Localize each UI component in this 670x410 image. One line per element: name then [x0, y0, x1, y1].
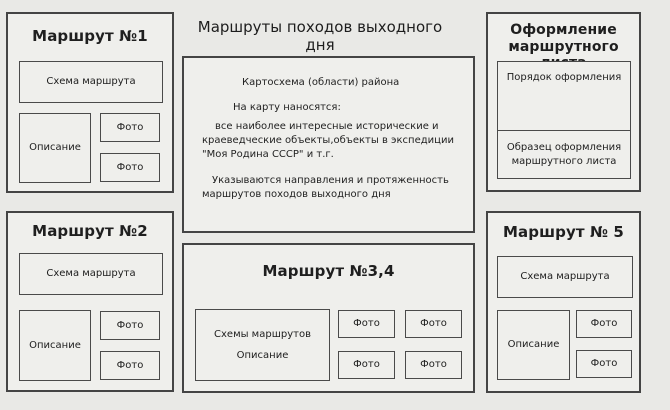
route-5-title: Маршрут № 5: [503, 223, 624, 241]
route-34-photo-label-3: Фото: [353, 359, 380, 370]
map-line-5: "Моя Родина СССР" и т.г.: [202, 149, 334, 160]
route-5-description-box: [497, 310, 570, 380]
route-5-photo-box-2: [576, 350, 632, 378]
route-sheet-sample-box: [497, 130, 631, 179]
route-2-title: Маршрут №2: [32, 222, 148, 240]
route-2-panel: [6, 211, 174, 392]
route-34-photo-label-1: Фото: [353, 318, 380, 329]
route-5-photo-box-1: [576, 310, 632, 338]
map-line-4: краеведческие объекты,объекты в экспедиции: [202, 135, 454, 146]
map-line-1: Картосхема (области) района: [242, 77, 400, 88]
route-5-photo-label-1: Фото: [590, 318, 618, 329]
route-1-photo-box-2: [100, 153, 160, 182]
route-2-scheme-box: [19, 253, 163, 295]
route-34-photo-box-3: [338, 351, 395, 379]
route-sheet-order-label: Порядок оформления: [506, 72, 622, 83]
route-1-description-box: [19, 113, 91, 183]
route-2-photo-box-2: [100, 351, 160, 380]
route-34-description-label: Описание: [236, 349, 289, 361]
route-34-panel: [182, 243, 475, 393]
map-line-3: все наиболее интересные исторические и: [215, 121, 439, 132]
route-sheet-order-box: [497, 61, 631, 131]
map-line-7: маршрутов походов выходного дня: [202, 189, 391, 200]
route-1-scheme-box: [19, 61, 163, 103]
route-5-scheme-label: Схема маршрута: [520, 271, 610, 282]
route-5-panel: [486, 211, 641, 393]
route-sheet-panel: [486, 12, 641, 192]
route-2-photo-box-1: [100, 311, 160, 340]
route-1-description-label: Описание: [29, 142, 81, 153]
route-34-photo-box-1: [338, 310, 395, 338]
route-2-description-box: [19, 310, 91, 381]
route-sheet-title-line-1: Оформление: [510, 22, 617, 38]
map-line-2: На карту наносятся:: [233, 102, 341, 113]
route-34-photo-box-4: [405, 351, 462, 379]
route-1-scheme-label: Схема маршрута: [46, 76, 136, 87]
route-5-photo-label-2: Фото: [590, 358, 618, 369]
route-2-photo-label-1: Фото: [116, 319, 144, 331]
route-sheet-sample-line-1: Образец оформления: [506, 141, 622, 153]
route-sheet-sample-line-2: маршрутного листа: [511, 155, 617, 167]
route-1-title: Маршрут №1: [32, 27, 148, 45]
route-1-photo-label-1: Фото: [116, 121, 144, 133]
route-5-scheme-box: [497, 256, 633, 298]
route-34-photo-label-2: Фото: [420, 318, 447, 329]
route-34-scheme-description-box: [195, 309, 330, 381]
route-2-scheme-label: Схема маршрута: [46, 268, 136, 279]
map-line-6: Указываются направления и протяженность: [212, 175, 449, 186]
route-34-photo-label-4: Фото: [420, 359, 447, 370]
route-1-photo-box-1: [100, 113, 160, 142]
route-5-description-label: Описание: [507, 339, 560, 350]
route-2-photo-label-2: Фото: [116, 359, 144, 371]
route-2-description-label: Описание: [29, 339, 81, 351]
map-panel: [182, 56, 475, 233]
route-34-schemes-label: Схемы маршрутов: [214, 328, 311, 340]
route-1-panel: [6, 12, 174, 193]
route-34-photo-box-2: [405, 310, 462, 338]
route-1-photo-label-2: Фото: [116, 161, 144, 173]
poster-title: Маршруты походов выходного дня: [197, 18, 443, 54]
route-34-title: Маршрут №3,4: [262, 262, 395, 280]
route-sheet-title-line-2: маршрутного: [508, 39, 619, 55]
